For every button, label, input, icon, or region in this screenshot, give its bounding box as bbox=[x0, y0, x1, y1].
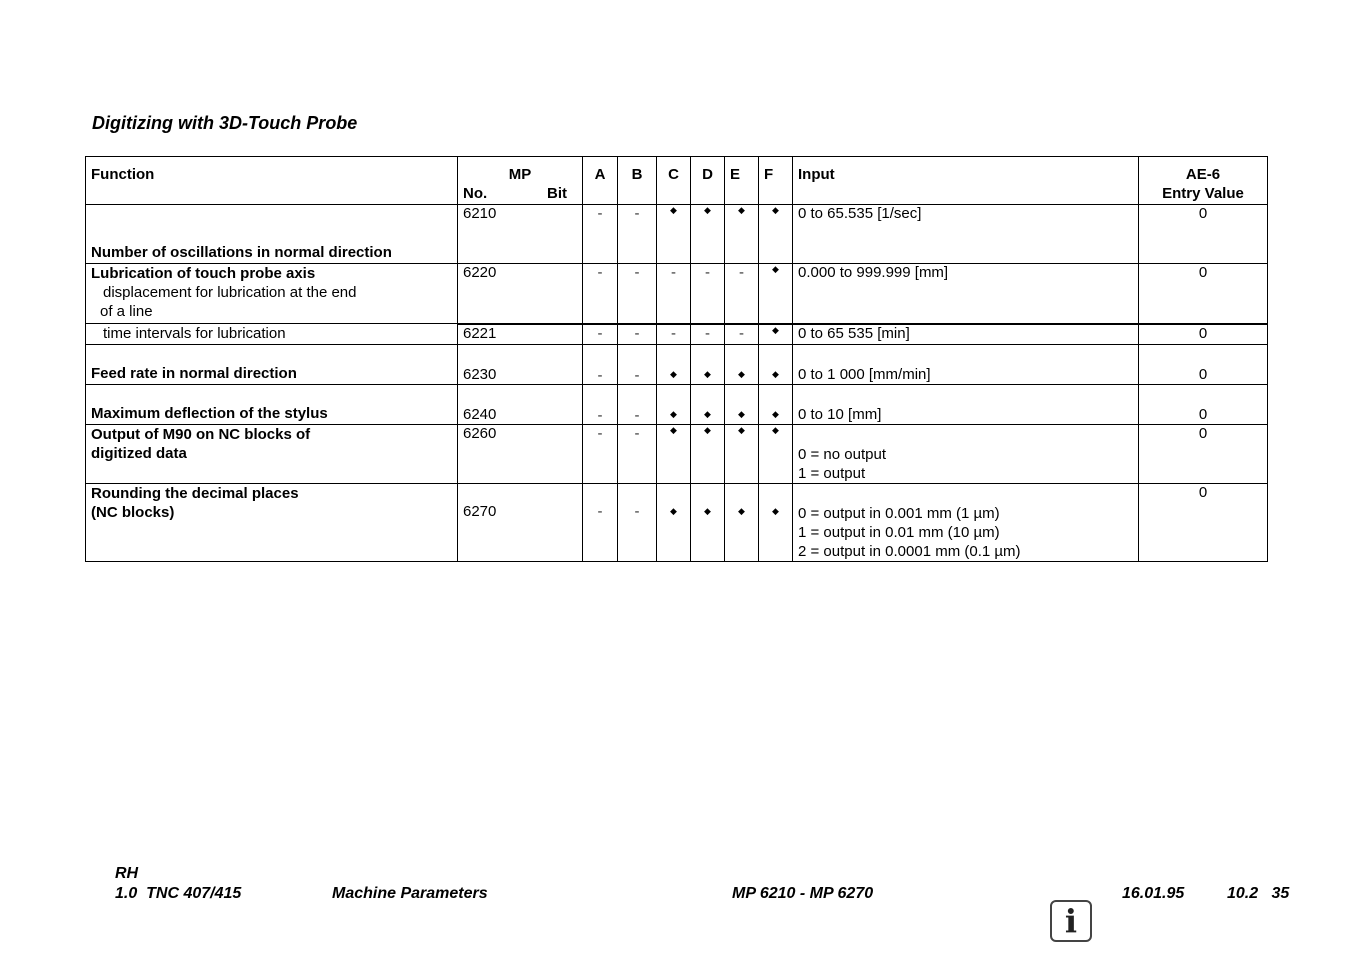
flag-f: ◆ bbox=[759, 264, 793, 324]
table-row bbox=[86, 345, 1268, 385]
entry-value: 0 bbox=[1139, 205, 1268, 264]
entry-value: 0 bbox=[1139, 425, 1268, 484]
flag-a: - bbox=[583, 205, 618, 264]
flag-b: - bbox=[618, 385, 657, 425]
flag-f: ◆ bbox=[759, 324, 793, 345]
function-cell bbox=[86, 484, 458, 562]
footer-section: Machine Parameters bbox=[332, 885, 488, 902]
function-cell bbox=[86, 264, 458, 324]
flag-b: - bbox=[618, 324, 657, 345]
flag-c: ◆ bbox=[657, 484, 691, 562]
mp-number: 6221 bbox=[458, 324, 583, 345]
function-name-line-1: Rounding the decimal places bbox=[91, 485, 299, 502]
mp-number: 6260 bbox=[458, 425, 583, 484]
flag-a: - bbox=[583, 425, 618, 484]
footer-version: 1.0 TNC 407/415 bbox=[115, 885, 242, 902]
function-name: Feed rate in normal direction bbox=[91, 365, 297, 382]
flag-d: ◆ bbox=[691, 345, 725, 385]
flag-c: ◆ bbox=[657, 205, 691, 264]
function-name-line-1: Output of M90 on NC blocks of bbox=[91, 426, 311, 443]
flag-a: - bbox=[583, 324, 618, 345]
header-entry-value: Entry Value bbox=[1162, 185, 1244, 202]
header-row bbox=[86, 157, 1268, 205]
table-row bbox=[86, 264, 1268, 324]
flag-e: ◆ bbox=[725, 484, 759, 562]
flag-c: ◆ bbox=[657, 385, 691, 425]
entry-value: 0 bbox=[1139, 385, 1268, 425]
table-row bbox=[86, 205, 1268, 264]
header-ae6 bbox=[1139, 157, 1268, 205]
flag-b: - bbox=[618, 205, 657, 264]
input-line-1: 0 = no output bbox=[798, 446, 886, 463]
flag-e: ◆ bbox=[725, 345, 759, 385]
flag-f: ◆ bbox=[759, 205, 793, 264]
header-c: C bbox=[657, 157, 691, 205]
function-name: Number of oscillations in normal direction bbox=[91, 244, 392, 261]
header-mp-no: No. bbox=[463, 185, 488, 202]
entry-value: 0 bbox=[1139, 324, 1268, 345]
flag-b: - bbox=[618, 264, 657, 324]
table-row bbox=[86, 484, 1268, 562]
input-range: 0 to 65.535 [1/sec] bbox=[793, 205, 1139, 264]
flag-f: ◆ bbox=[759, 385, 793, 425]
footer-page-number: 10.2 35 bbox=[1227, 885, 1290, 902]
flag-e: ◆ bbox=[725, 205, 759, 264]
table-row bbox=[86, 425, 1268, 484]
header-f: F bbox=[759, 157, 793, 205]
header-b: B bbox=[618, 157, 657, 205]
footer-date: 16.01.95 bbox=[1122, 885, 1185, 902]
function-name-line-2: digitized data bbox=[91, 445, 187, 462]
mp-number: 6220 bbox=[458, 264, 583, 324]
flag-e: ◆ bbox=[725, 385, 759, 425]
function-cell bbox=[86, 205, 458, 264]
flag-d: ◆ bbox=[691, 425, 725, 484]
mp-number: 6240 bbox=[458, 385, 583, 425]
function-sub-line-2: of a line bbox=[100, 303, 153, 320]
flag-c: ◆ bbox=[657, 345, 691, 385]
function-sub-line-1: displacement for lubrication at the end bbox=[103, 284, 357, 301]
page-title: Digitizing with 3D-Touch Probe bbox=[92, 113, 358, 133]
mp-number: 6270 bbox=[458, 484, 583, 562]
flag-a: - bbox=[583, 264, 618, 324]
flag-b: - bbox=[618, 484, 657, 562]
flag-f: ◆ bbox=[759, 345, 793, 385]
flag-e: ◆ bbox=[725, 425, 759, 484]
entry-value: 0 bbox=[1139, 264, 1268, 324]
flag-d: ◆ bbox=[691, 484, 725, 562]
header-mp-bit: Bit bbox=[547, 185, 567, 202]
entry-value: 0 bbox=[1139, 345, 1268, 385]
flag-e: - bbox=[725, 264, 759, 324]
flag-f: ◆ bbox=[759, 484, 793, 562]
function-cell bbox=[86, 385, 458, 425]
flag-c: ◆ bbox=[657, 425, 691, 484]
table-row bbox=[86, 385, 1268, 425]
header-a: A bbox=[583, 157, 618, 205]
function-cell bbox=[86, 425, 458, 484]
function-name: Maximum deflection of the stylus bbox=[91, 405, 328, 422]
flag-b: - bbox=[618, 345, 657, 385]
header-d: D bbox=[691, 157, 725, 205]
flag-e: - bbox=[725, 324, 759, 345]
flag-d: - bbox=[691, 324, 725, 345]
mp-number: 6230 bbox=[458, 345, 583, 385]
function-name-line-2: (NC blocks) bbox=[91, 504, 175, 521]
info-icon-glyph: i bbox=[1064, 902, 1078, 940]
table-row bbox=[86, 324, 1268, 345]
input-range: 0 to 1 000 [mm/min] bbox=[793, 345, 1139, 385]
input-line-3: 2 = output in 0.0001 mm (0.1 µm) bbox=[798, 543, 1021, 560]
mp-number: 6210 bbox=[458, 205, 583, 264]
entry-value: 0 bbox=[1139, 484, 1268, 562]
function-name: time intervals for lubrication bbox=[86, 324, 458, 345]
input-range: 0.000 to 999.999 [mm] bbox=[793, 264, 1139, 324]
flag-b: - bbox=[618, 425, 657, 484]
flag-a: - bbox=[583, 385, 618, 425]
function-name: Lubrication of touch probe axis bbox=[91, 265, 316, 282]
footer-rh: RH bbox=[115, 865, 139, 882]
flag-c: - bbox=[657, 324, 691, 345]
flag-d: - bbox=[691, 264, 725, 324]
flag-d: ◆ bbox=[691, 385, 725, 425]
input-line-2: 1 = output bbox=[798, 465, 866, 482]
header-ae6-title: AE-6 bbox=[1185, 166, 1221, 183]
input-line-1: 0 = output in 0.001 mm (1 µm) bbox=[798, 505, 1000, 522]
function-cell bbox=[86, 345, 458, 385]
header-e: E bbox=[725, 157, 759, 205]
header-input: Input bbox=[793, 157, 1139, 205]
input-cell bbox=[793, 425, 1139, 484]
input-range: 0 to 10 [mm] bbox=[793, 385, 1139, 425]
footer-mp-range: MP 6210 - MP 6270 bbox=[732, 885, 874, 902]
flag-a: - bbox=[583, 484, 618, 562]
info-icon bbox=[1050, 900, 1092, 942]
flag-a: - bbox=[583, 345, 618, 385]
flag-f: ◆ bbox=[759, 425, 793, 484]
header-mp bbox=[458, 157, 583, 205]
input-cell bbox=[793, 484, 1139, 562]
header-mp-title: MP bbox=[508, 166, 532, 183]
flag-d: ◆ bbox=[691, 205, 725, 264]
header-function: Function bbox=[86, 157, 458, 205]
machine-parameter-table bbox=[85, 156, 1268, 562]
input-line-2: 1 = output in 0.01 mm (10 µm) bbox=[798, 524, 1000, 541]
flag-c: - bbox=[657, 264, 691, 324]
input-range: 0 to 65 535 [min] bbox=[793, 324, 1139, 345]
